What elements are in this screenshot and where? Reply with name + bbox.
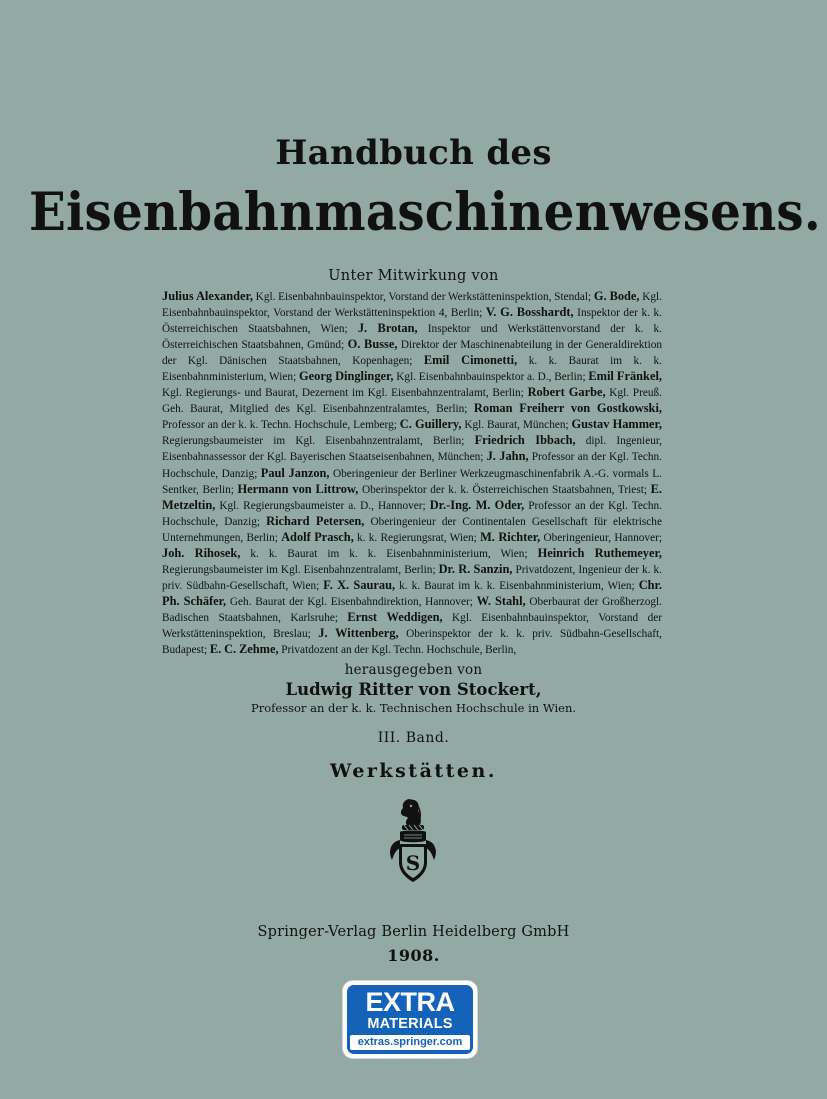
- contributor-description: Professor an der k. k. Techn. Hochschule, Lemberg;: [162, 419, 400, 432]
- publication-year: 1908.: [387, 946, 440, 965]
- badge-url-link[interactable]: extras.springer.com: [350, 1035, 470, 1050]
- volume-subject: Werkstätten.: [330, 760, 497, 782]
- title-line-2: Eisenbahnmaschinenwesens.: [28, 182, 821, 243]
- contributor-name: Julius Alexander,: [162, 289, 253, 303]
- contributors-intro: Unter Mitwirkung von: [328, 268, 499, 284]
- contributor-name: Chr. Ph. Schäfer,: [162, 577, 662, 608]
- contributor-name: Dr.-Ing. M. Oder,: [429, 497, 525, 512]
- contributor-name: Friedrich Ibbach,: [474, 433, 576, 448]
- contributor-description: Professor an der Kgl. Techn. Hochschule, Danzig;: [162, 499, 662, 528]
- contributor-description: Professor an der Kgl. Techn. Hochschule, Danzig;: [162, 451, 662, 480]
- editor-role: Professor an der k. k. Technischen Hochschule in Wien.: [250, 701, 577, 715]
- extra-materials-badge-inner: [347, 985, 473, 1054]
- contributor-name: Hermann von Littrow,: [237, 481, 359, 496]
- contributor-description: k. k. Regierungsrat, Wien;: [353, 531, 481, 544]
- contributor-name: M. Richter,: [480, 529, 541, 544]
- contributor-description: Kgl. Baurat, München;: [461, 419, 572, 432]
- badge-materials-label: MATERIALS: [367, 1016, 453, 1032]
- contributor-description: Oberinspektor der k. k. Österreichischen Staatsbahnen, Triest;: [358, 483, 651, 496]
- contributor-name: Gustav Hammer,: [571, 417, 662, 432]
- contributor-name: V. G. Bosshardt,: [485, 305, 574, 320]
- title-line-1: Handbuch des: [275, 133, 552, 173]
- contributor-name: E. C. Zehme,: [209, 642, 279, 657]
- contributor-name: Ernst Weddigen,: [347, 609, 443, 624]
- contributor-description: Privatdozent an der Kgl. Techn. Hochschule, Berlin,: [278, 644, 517, 657]
- contributor-name: O. Busse,: [347, 337, 398, 352]
- contributor-description: Regierungsbaumeister im Kgl. Eisenbahnzentralamt, Berlin;: [162, 563, 439, 576]
- contributor-description: Regierungsbaumeister im Kgl. Eisenbahnzentralamt, Berlin;: [162, 435, 475, 448]
- contributor-name: Georg Dinglinger,: [298, 369, 394, 384]
- contributor-name: G. Bode,: [593, 289, 640, 303]
- publisher-name: Springer-Verlag Berlin Heidelberg GmbH: [257, 924, 570, 940]
- contributor-name: Joh. Rihosek,: [162, 545, 241, 560]
- contributor-description: Direktor der Maschinenabteilung in der Generaldirektion der Kgl. Dänischen Staatsbahnen, Kopenhagen;: [162, 339, 662, 368]
- contributor-description: Geh. Baurat der Kgl. Eisenbahndirektion, Hannover;: [226, 595, 477, 608]
- contributor-description: Privatdozent, Ingenieur der k. k. priv. Südbahn-Gesellschaft, Wien;: [162, 563, 662, 592]
- contributor-description: Kgl. Regierungsbaumeister a. D., Hannover;: [215, 499, 430, 512]
- extra-materials-badge[interactable]: [343, 981, 477, 1058]
- logo-letter: S: [405, 851, 421, 875]
- contributor-description: Inspektor der k. k. Österreichischen Staatsbahnen, Wien;: [162, 307, 662, 336]
- contributor-name: Emil Cimonetti,: [423, 353, 518, 368]
- contributor-description: Kgl. Eisenbahnbauinspektor a. D., Berlin;: [393, 371, 589, 384]
- contributor-name: J. Wittenberg,: [318, 625, 399, 640]
- contributor-description: k. k. Baurat im k. k. Eisenbahnministerium, Wien;: [162, 355, 662, 384]
- contributor-name: Emil Fränkel,: [588, 369, 662, 384]
- contributor-name: C. Guillery,: [399, 417, 462, 432]
- contributor-description: k. k. Baurat im k. k. Eisenbahnministerium, Wien;: [395, 579, 639, 592]
- editor-name: Ludwig Ritter von Stockert,: [285, 680, 542, 699]
- contributor-name: Heinrich Ruthemeyer,: [537, 545, 662, 560]
- contributor-description: Oberbaurat der Großherzogl. Badischen Staatsbahnen, Karlsruhe;: [162, 595, 662, 624]
- contributor-name: J. Jahn,: [486, 449, 529, 464]
- contributor-description: Oberingenieur der Berliner Werkzeugmaschinenfabrik A.-G. vormals L. Sentker, Berlin;: [162, 467, 662, 496]
- contributor-description: dipl. Ingenieur, Eisenbahnassessor der Kgl. Bayerischen Staatseisenbahnen, München;: [162, 435, 662, 464]
- volume-number: III. Band.: [377, 730, 450, 746]
- contributor-description: Kgl. Preuß. Geh. Baurat, Mitglied des Kgl. Eisenbahnzentralamtes, Berlin;: [162, 387, 662, 416]
- contributor-name: Roman Freiherr von Gostkowski,: [473, 401, 662, 416]
- contributor-description: Kgl. Regierungs- und Baurat, Dezernent im Kgl. Eisenbahnzentralamt, Berlin;: [162, 387, 528, 400]
- contributors-list: [162, 289, 662, 658]
- contributor-description: k. k. Baurat im k. k. Eisenbahnministerium, Wien;: [240, 547, 538, 560]
- contributor-name: Paul Janzon,: [260, 465, 330, 480]
- contributor-name: E. Metzeltin,: [162, 481, 663, 512]
- contributor-name: Adolf Prasch,: [281, 529, 354, 544]
- contributor-description: Oberingenieur, Hannover;: [540, 531, 662, 544]
- contributor-description: Kgl. Eisenbahnbauinspektor, Vorstand der Werkstätteninspektion 4, Berlin;: [162, 291, 662, 320]
- contributor-description: Oberingenieur der Continentalen Gesellschaft für elektrische Unternehmungen, Berlin;: [162, 515, 662, 544]
- contributor-description: Kgl. Eisenbahnbauinspektor, Vorstand der Werkstätteninspektion, Breslau;: [162, 611, 662, 640]
- contributor-name: W. Stahl,: [476, 593, 526, 608]
- contributor-name: F. X. Saurau,: [323, 577, 396, 592]
- contributor-description: Inspektor und Werkstättenvorstand der k. k. Österreichischen Staatsbahnen, Gmünd;: [162, 323, 662, 352]
- contributor-description: Kgl. Eisenbahnbauinspektor, Vorstand der Werkstätteninspektion, Stendal;: [252, 291, 594, 303]
- contributor-name: Robert Garbe,: [527, 385, 606, 400]
- springer-horse-emblem-icon: [382, 796, 444, 884]
- editor-intro: herausgegeben von: [344, 662, 483, 678]
- contributor-description: Oberinspektor der k. k. priv. Südbahn-Gesellschaft, Budapest;: [162, 627, 662, 657]
- contributor-name: J. Brotan,: [357, 321, 418, 336]
- contributor-name: Dr. R. Sanzin,: [438, 561, 513, 576]
- contributor-name: Richard Petersen,: [266, 513, 365, 528]
- badge-extra-label: EXTRA: [365, 987, 455, 1017]
